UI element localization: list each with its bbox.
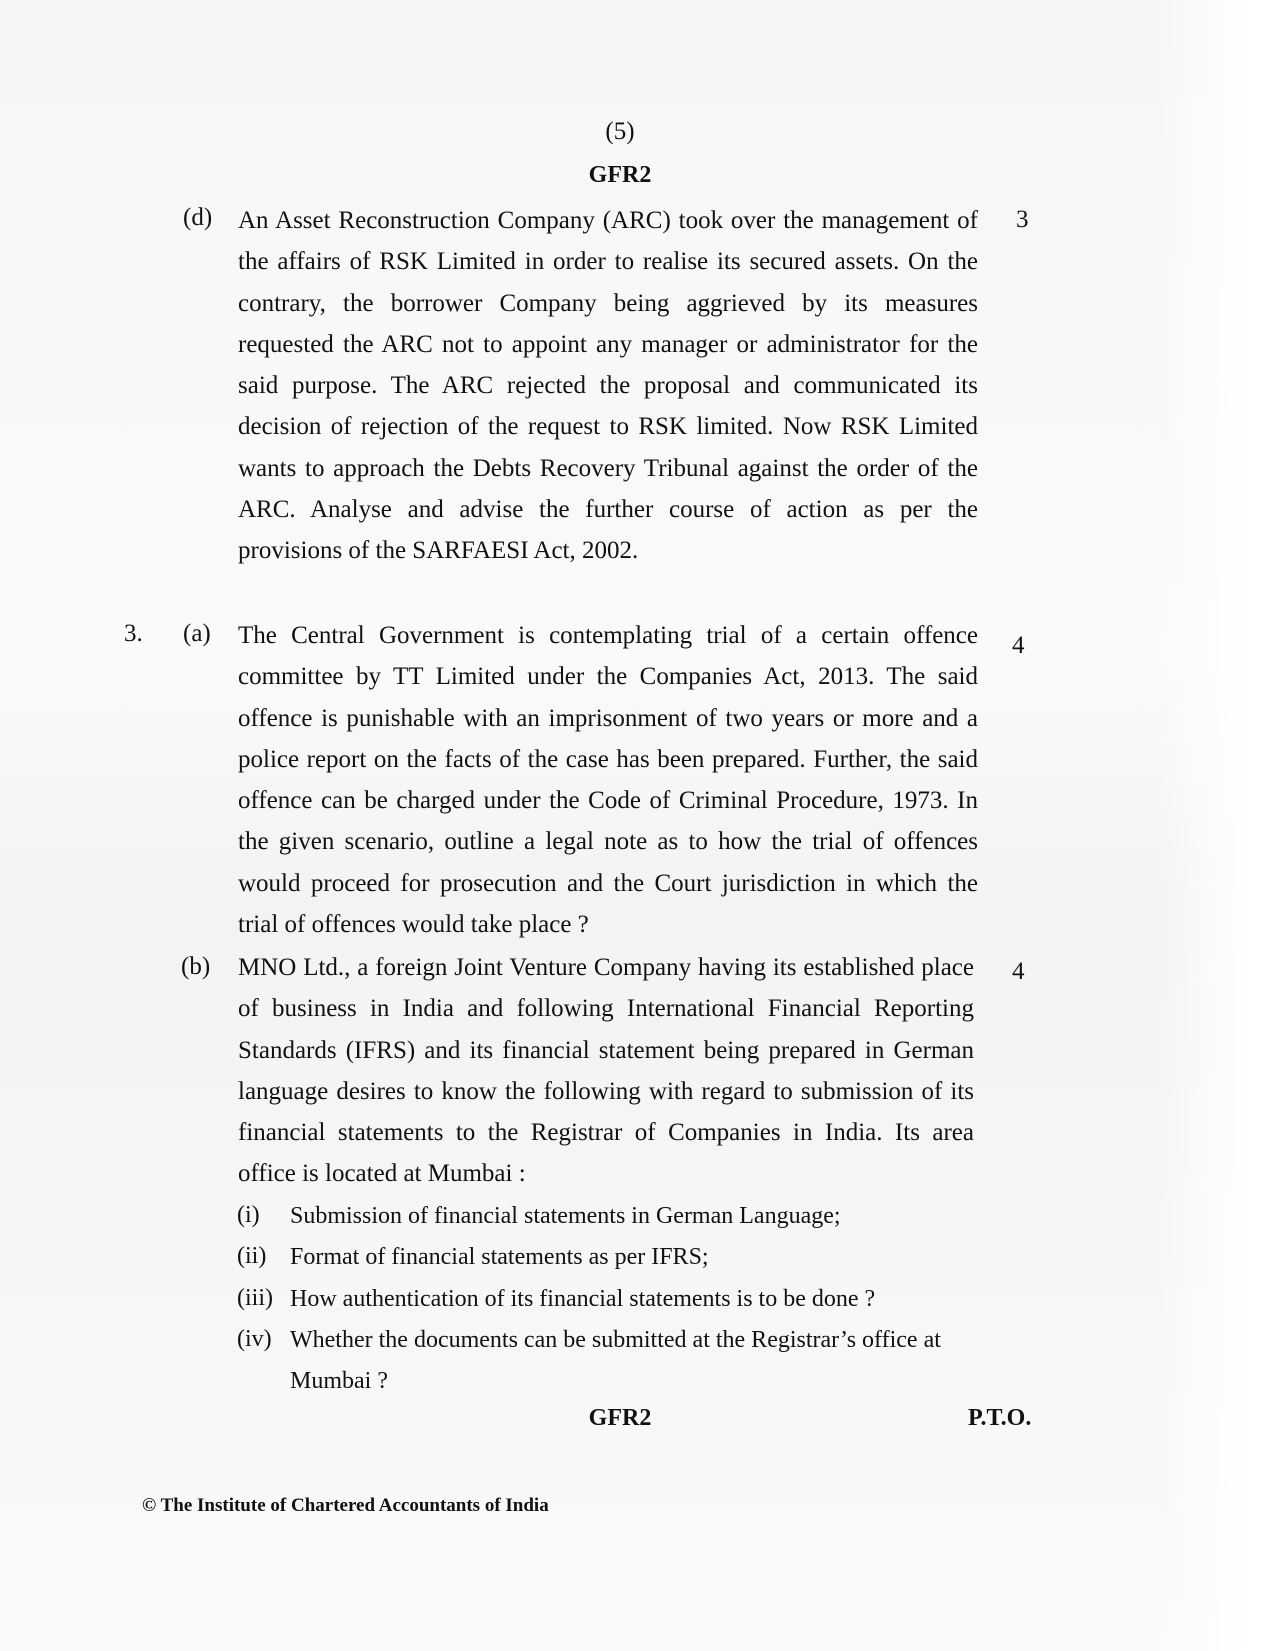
page-number: (5) [605, 118, 635, 145]
q3b-item-label: (i) [237, 1202, 260, 1228]
q3a-label: (a) [183, 620, 211, 647]
paper-code-header: GFR2 [588, 162, 652, 188]
q3b-item-label: (iii) [237, 1285, 273, 1311]
q3b-item-text: Whether the documents can be submitted at the Registrar’s office at Mumbai ? [290, 1327, 941, 1394]
q3a-text: The Central Government is contemplating trial of a certain offence committee by TT Limited under the Companies Act, 2013. The said offence is punishable with an imprisonment of two years or more and a police report on the facts of the case has been prepared. Further, the said offence can be charged under the Code of Criminal Procedure, 1973. In the given scenario, outline a legal note as to how the trial of offences would proceed for prosecution and the Court jurisdiction in which the trial of offences would take place ? [238, 622, 978, 939]
pto-label: P.T.O. [968, 1405, 1032, 1431]
paper-code-footer: GFR2 [588, 1405, 652, 1431]
q3b-label: (b) [181, 953, 211, 980]
q3b-item-label: (iv) [237, 1326, 272, 1352]
q3a-marks: 4 [1012, 632, 1025, 659]
q3b-item-label: (ii) [237, 1243, 267, 1269]
q3b-item-text: How authentication of its financial statements is to be done ? [290, 1286, 876, 1312]
q3-number: 3. [124, 620, 143, 647]
copyright-notice: © The Institute of Chartered Accountants of India [142, 1495, 549, 1516]
q2d-marks: 3 [1016, 206, 1029, 233]
q3b-item-text: Format of financial statements as per IFRS; [290, 1244, 709, 1270]
q2d-text: An Asset Reconstruction Company (ARC) took over the management of the affairs of RSK Limited in order to realise its secured assets. On the contrary, the borrower Company being aggrieved by its measures requested the ARC not to appoint any manager or administrator for the said purpose. The ARC rejected the proposal and communicated its decision of rejection of the request to RSK limited. Now RSK Limited wants to approach the Debts Recovery Tribunal against the order of the ARC. Analyse and advise the further course of action as per the provisions of the SARFAESI Act, 2002. [238, 207, 978, 565]
q3b-marks: 4 [1012, 958, 1025, 985]
q3b-item-text: Submission of financial statements in German Language; [290, 1203, 841, 1229]
q2d-label: (d) [183, 204, 213, 231]
q3b-text: MNO Ltd., a foreign Joint Venture Company having its established place of business in India and following International Financial Reporting Standards (IFRS) and its financial statement being prepared in German language desires to know the following with regard to submission of its financial statements to the Registrar of Companies in India. Its area office is located at Mumbai : [238, 954, 974, 1188]
